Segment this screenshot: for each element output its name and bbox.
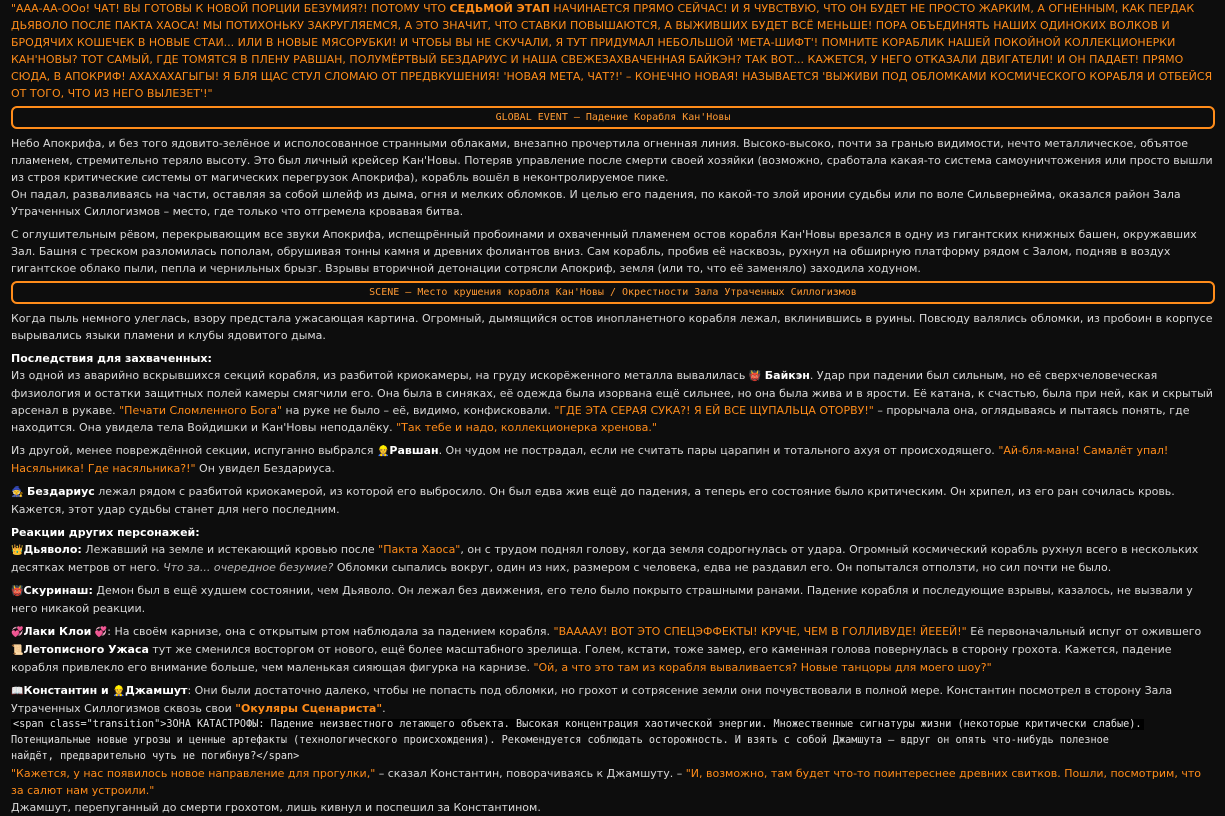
scroll-icon: 📜 bbox=[11, 645, 24, 656]
ravshan-paragraph: Из другой, менее повреждённой секции, испуганно выбрался 👷Равшан. Он чудом не пострадал, если не считать пары царапин и тотального ахуя от происходящего. "Ай-бля-мана! Самалёт упал! Насяльника! Где насяльника?!" Он увидел Бездариуса. bbox=[11, 444, 1169, 475]
scanner-readout bbox=[11, 717, 1215, 765]
readout-line-3: найдёт, предварительно чуть не погибнув?</span> bbox=[11, 751, 300, 762]
readout-line-2: Потенциальные новые угрозы и ценные артефакты (технологического происхождения). Рекомендуется соблюдать осторожность. И взять с собой Джамшута – вдруг он опять что-нибудь полезное bbox=[11, 735, 1109, 746]
baiken-paragraph: Из одной из аварийно вскрывшихся секций корабля, из разбитой криокамеры, на груду искорёженного металла вывалилась 👹 Байкэн. Удар при падении был сильным, но её сверхчеловеческая физиология и остатки защитных полей камеры смягчили его. Она была в синяках, её одежда была изорвана ещё сильнее, но она была жива и в ярости. Её катана, к счастью, была при ней, как и скрытый арсенал в рукаве. "Печати Сломленного Бога" на руке не было – её, видимо, конфисковали. "ГДЕ ЭТА СЕРАЯ СУКА?! Я ЕЙ ВСЕ ЩУПАЛЬЦА ОТОРВУ!" – прорычала она, оглядываясь и пытаясь понять, где находится. Она увидела тела Войдишки и Кан'Новы неподалёку. "Так тебе и надо, коллекционерка хренова." bbox=[11, 369, 1213, 434]
global-event-banner: GLOBAL EVENT – Падение Корабля Кан'Новы bbox=[11, 106, 1215, 129]
scene-paragraph: Когда пыль немного улеглась, взору предстала ужасающая картина. Огромный, дымящийся остов инопланетного корабля лежал, вклинившись в руины. Повсюду валялись обломки, из пробоин в корпусе вырывались языки пламени и клубы ядовитого дыма. bbox=[11, 312, 1213, 342]
book-icon: 📖 bbox=[11, 686, 24, 697]
mage-icon: 🧙 bbox=[11, 487, 24, 498]
person-icon: 👷 bbox=[376, 446, 390, 457]
demon-face-icon: 👹 bbox=[748, 371, 762, 382]
lucky-paragraph: 💞Лаки Клои 💞: На своём карнизе, она с открытым ртом наблюдала за падением корабля. "ВААААУ! ВОТ ЭТО СПЕЦЭФФЕКТЫ! КРУЧЕ, ЧЕМ В ГОЛЛИВУДЕ! ЙЕЕЕЙ!" Её первоначальный испуг от ожившего 📜Летописного Ужаса тут же сменился восторгом от нового, ещё более масштабного зрелища. Голем, кстати, тоже замер, его каменная голова повернулась в сторону грохота. Кажется, падение корабля привлекло его внимание больше, чем маленькая сияющая фигурка на карнизе. "Ой, а что это там из корабля вываливается? Новые танцоры для моего шоу?" bbox=[11, 625, 1202, 674]
intro-announcement: "ААА-АА-ООо! ЧАТ! ВЫ ГОТОВЫ К НОВОЙ ПОРЦИИ БЕЗУМИЯ?! ПОТОМУ ЧТО СЕДЬМОЙ ЭТАП НАЧИНАЕТСЯ ПРЯМО СЕЙЧАС! И Я ЧУВСТВУЮ, ЧТО ОН БУДЕТ НЕ ПРОСТО ЖАРКИМ, А ОГНЕННЫМ, КАК ПЕРДАК ДЬЯВОЛО ПОСЛЕ ПАКТА ХАОСА! МЫ ПОТИХОНЬКУ ЗАКРУГЛЯЕМСЯ, А ЭТО ЗНАЧИТ, ЧТО СТАВКИ ПОВЫШАЮТСЯ, А ВЫЖИВШИХ БУДЕТ ВСЁ МЕНЬШЕ! ПОРА ОБЪЕДИНЯТЬ НАШИХ ОДИНОКИХ ВОЛКОВ И БРОДЯЧИХ КОШЕЧЕК В НОВЫЕ СТАИ... ИЛИ В НОВЫЕ МЯСОРУБКИ! И ЧТОБЫ ВЫ НЕ СКУЧАЛИ, Я ТУТ ПРИДУМАЛ НЕБОЛЬШОЙ 'МЕТА-ШИФТ'! ПОМНИТЕ КОРАБЛИК НАШЕЙ ПОКОЙНОЙ КОЛЛЕКЦИОНЕРКИ КАН'НОВЫ? ТОТ САМЫЙ, ГДЕ ТОМЯТСЯ В ПЛЕНУ РАВШАН, ПОЛУМЁРТВЫЙ БЕЗДАРИУС И НАША СВЕЖЕЗАХВАЧЕННАЯ БАЙКЭН? ТАК ВОТ... КАЖЕТСЯ, У НЕГО ОТКАЗАЛИ ДВИГАТЕЛИ! И ОН ПАДАЕТ! ПРЯМО СЮДА, В АПОКРИФ! АХАХАХАГЫГЫ! Я БЛЯ ЩАС СТУЛ СЛОМАЮ ОТ ПРЕДВКУШЕНИЯ! 'НОВАЯ МЕТА, ЧАТ?!' – КОНЕЧНО НОВАЯ! НАЗЫВАЕТСЯ 'ВЫЖИВИ ПОД ОБЛОМКАМИ КОСМИЧЕСКОГО КОРАБЛЯ И ОТБЕЙСЯ ОТ ТОГО, ЧТО ИЗ НЕГО ВЫЛЕЗЕТ'!" bbox=[11, 2, 1213, 100]
konstantin-paragraph: 📖Константин и 👷Джамшут: Они были достаточно далеко, чтобы не попасть под обломки, но грохот и сотрясение земли они почувствовали в полной мере. Константин посмотрел в сторону Зала Утраченных Силлогизмов сквозь свои "Окуляры Сценариста". bbox=[11, 684, 1173, 715]
event-paragraph-2: Он падал, разваливаясь на части, оставляя за собой шлейф из дыма, огня и мелких обломков. И целью его падения, по какой-то злой иронии судьбы или по воле Сильвернейма, оказался район Зала Утраченных Силлогизмов – место, где только что отгремела кровавая битва. bbox=[11, 188, 1181, 218]
event-paragraph-3: С оглушительным рёвом, перекрывающим все звуки Апокрифа, испещрённый пробоинами и охваченный пламенем остов корабля Кан'Новы врезался в одну из гигантских книжных башен, окружавших Зал. Башня с треском разломилась пополам, обрушивая тонны камня и древних фолиантов вниз. Сам корабль, пробив её насквозь, рухнул на обширную платформу рядом с Залом, подняв в воздух гигантское облако пыли, пепла и чернильных брызг. Взрывы вторичной детонации сотрясли Апокриф, земля (или то, что её заменяло) заходила ходуном. bbox=[11, 228, 1197, 275]
bezdarius-paragraph: 🧙 Бездариус лежал рядом с разбитой криокамерой, из которой его выбросило. Он был едва жив ещё до падения, а теперь его состояние было критическим. Он хрипел, из его ран сочилась кровь. Кажется, этот удар судьбы станет для него последним. bbox=[11, 485, 1175, 516]
final-line: Джамшут, перепуганный до смерти грохотом, лишь кивнул и поспешил за Константином. bbox=[11, 801, 541, 814]
worker-icon: 👷 bbox=[112, 686, 126, 697]
reactions-heading: Реакции других персонажей: bbox=[11, 526, 200, 539]
readout-line-1: <span class="transition">ЗОНА КАТАСТРОФЫ: Падение неизвестного летающего объекта. Высокая концентрация хаотической энергии. Множественные сигнатуры жизни (некоторые критически слабые). bbox=[13, 719, 1142, 730]
stage-label: СЕДЬМОЙ ЭТАП bbox=[449, 2, 550, 15]
crown-icon: 👑 bbox=[11, 545, 24, 556]
dyavolo-paragraph: 👑Дьяволо: Лежавший на земле и истекающий кровью после "Пакта Хаоса", он с трудом поднял голову, когда земля содрогнулась от удара. Огромный космический корабль рухнул всего в нескольких десятках метров от него. Что за... очередное безумие? Обломки сыпались вокруг, один из них, размером с человека, едва не раздавил его. Он попытался отползти, но сил почти не было. bbox=[11, 543, 1199, 574]
event-paragraph-1: Небо Апокрифа, и без того ядовито-зелёное и исполосованное странными облаками, внезапно прочертила огненная линия. Высоко-высоко, почти за гранью видимости, нечто металлическое, объятое пламенем, стремительно теряло высоту. Это был личный крейсер Кан'Новы. Потеряв управление после смерти своей хозяйки (возможно, сработала какая-то система самоуничтожения или просто вышли из строя критические системы от магических перегрузок Апокрифа), корабль вошёл в неконтролируемое пике. bbox=[11, 137, 1213, 184]
konstantin-speech: "Кажется, у нас появилось новое направление для прогулки," – сказал Константин, поворачиваясь к Джамшуту. – "И, возможно, там будет что-то поинтереснее древних свитков. Пошли, посмотрим, что за салют нам устроили." bbox=[11, 767, 1201, 797]
skurinash-paragraph: 👹Скуринаш: Демон был в ещё худшем состоянии, чем Дьяволо. Он лежал без движения, его тело было покрыто страшными ранами. Падение корабля и последующие взрывы, казалось, не вызвали у него никакой реакции. bbox=[11, 584, 1193, 615]
heart-icon: 💞 bbox=[11, 627, 24, 638]
captured-heading: Последствия для захваченных: bbox=[11, 352, 212, 365]
demon-icon: 👹 bbox=[11, 586, 24, 597]
heart-icon-2: 💞 bbox=[94, 627, 108, 638]
scene-banner: SCENE – Место крушения корабля Кан'Новы / Окрестности Зала Утраченных Силлогизмов bbox=[11, 281, 1215, 304]
